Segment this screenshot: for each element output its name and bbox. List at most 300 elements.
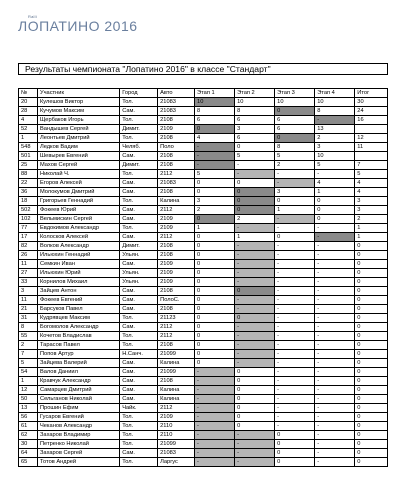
cell-participant: Тарасов Павел	[37, 341, 119, 350]
cell-stage-2: 0	[235, 386, 275, 395]
cell-stage-3: -	[275, 215, 315, 224]
cell-stage-4: -	[315, 458, 355, 467]
cell-stage-4: -	[315, 395, 355, 404]
cell-stage-1: 0	[195, 359, 235, 368]
cell-stage-1: 0	[195, 269, 235, 278]
table-row	[19, 341, 388, 350]
cell-total: 0	[355, 305, 388, 314]
cell-stage-4: -	[315, 377, 355, 386]
cell-number: 18	[19, 197, 38, 206]
cell-stage-2: 0	[235, 287, 275, 296]
table-row	[19, 242, 388, 251]
table-row	[19, 107, 388, 116]
cell-stage-3: -	[275, 278, 315, 287]
cell-city: Сам.	[120, 359, 158, 368]
cell-car: 2112	[158, 170, 195, 179]
cell-stage-1: 0	[195, 242, 235, 251]
table-row	[19, 269, 388, 278]
cell-number: 1	[19, 134, 38, 143]
cell-stage-1: 0	[195, 179, 235, 188]
cell-city: Сам.	[120, 107, 158, 116]
cell-stage-3: -	[275, 368, 315, 377]
logo-small-text: Ralli	[28, 14, 37, 19]
col-header-city: Город	[120, 89, 158, 98]
cell-stage-3: -	[275, 242, 315, 251]
cell-stage-4: 2	[315, 134, 355, 143]
cell-stage-1: 0	[195, 287, 235, 296]
cell-stage-1: 2	[195, 206, 235, 215]
cell-stage-4: -	[315, 260, 355, 269]
cell-stage-1: 0	[195, 341, 235, 350]
cell-number: 3	[19, 287, 38, 296]
table-row	[19, 296, 388, 305]
cell-car: 2108	[158, 134, 195, 143]
cell-number: 17	[19, 233, 38, 242]
cell-participant: Самарцев Дмитрий	[37, 386, 119, 395]
cell-car: 2108	[158, 116, 195, 125]
table-row	[19, 395, 388, 404]
cell-stage-3: -	[275, 323, 315, 332]
cell-participant: Молокумов Дмитрий	[37, 188, 119, 197]
cell-stage-4: -	[315, 323, 355, 332]
cell-stage-1: 0	[195, 215, 235, 224]
cell-city: Тол.	[120, 413, 158, 422]
cell-number: 5	[19, 359, 38, 368]
cell-car: Калина	[158, 359, 195, 368]
cell-total: 0	[355, 422, 388, 431]
cell-stage-2: -	[235, 269, 275, 278]
cell-car: 2108	[158, 152, 195, 161]
cell-stage-2: 0	[235, 422, 275, 431]
cell-stage-3: -	[275, 341, 315, 350]
cell-stage-2: -	[235, 359, 275, 368]
cell-stage-2: -	[235, 242, 275, 251]
cell-city: Сам.	[120, 260, 158, 269]
cell-stage-3: 0	[275, 458, 315, 467]
cell-car: 2110	[158, 431, 195, 440]
cell-participant: Чеканов Александр	[37, 422, 119, 431]
cell-stage-2: -	[235, 296, 275, 305]
cell-car: Калина	[158, 386, 195, 395]
cell-stage-1: 6	[195, 116, 235, 125]
cell-number: 54	[19, 368, 38, 377]
cell-stage-3: -	[275, 386, 315, 395]
table-row	[19, 260, 388, 269]
cell-stage-2: 6	[235, 134, 275, 143]
cell-city: Тол.	[120, 98, 158, 107]
cell-stage-3: 8	[275, 143, 315, 152]
cell-stage-4: -	[315, 431, 355, 440]
cell-city: Ульян.	[120, 269, 158, 278]
cell-number: 2	[19, 341, 38, 350]
cell-car: 2108	[158, 188, 195, 197]
cell-car: 2109	[158, 413, 195, 422]
cell-total: 0	[355, 368, 388, 377]
cell-number: 50	[19, 395, 38, 404]
cell-stage-2: -	[235, 350, 275, 359]
cell-stage-2: -	[235, 431, 275, 440]
cell-total: 0	[355, 431, 388, 440]
cell-city: Сам.	[120, 188, 158, 197]
cell-car: 2108	[158, 242, 195, 251]
cell-stage-4: -	[315, 449, 355, 458]
cell-city: Димит.	[120, 242, 158, 251]
cell-participant: Леонтьев Дмитрий	[37, 134, 119, 143]
cell-stage-2: -	[235, 161, 275, 170]
cell-number: 27	[19, 269, 38, 278]
cell-city: Сам.	[120, 206, 158, 215]
cell-car: 2112	[158, 332, 195, 341]
cell-car: 2108	[158, 251, 195, 260]
cell-number: 62	[19, 431, 38, 440]
cell-stage-3: 0	[275, 431, 315, 440]
cell-total: 0	[355, 260, 388, 269]
cell-participant: Егоров Алексей	[37, 179, 119, 188]
cell-total: 0	[355, 242, 388, 251]
cell-total: 12	[355, 134, 388, 143]
cell-number: 55	[19, 332, 38, 341]
table-row	[19, 422, 388, 431]
table-row	[19, 206, 388, 215]
cell-participant: Валов Даниил	[37, 368, 119, 377]
cell-total: 0	[355, 251, 388, 260]
cell-car: 2109	[158, 278, 195, 287]
cell-total: 0	[355, 377, 388, 386]
cell-stage-2: 0	[235, 188, 275, 197]
cell-city: Ульян.	[120, 278, 158, 287]
cell-stage-2: -	[235, 260, 275, 269]
cell-stage-4: -	[315, 170, 355, 179]
cell-stage-3: 0	[275, 107, 315, 116]
cell-stage-2: 0	[235, 179, 275, 188]
cell-total	[355, 125, 388, 134]
cell-stage-2: 0	[235, 413, 275, 422]
cell-total: 0	[355, 269, 388, 278]
cell-number: 11	[19, 260, 38, 269]
cell-stage-3: 0	[275, 449, 315, 458]
cell-stage-1: -	[195, 449, 235, 458]
cell-total: 0	[355, 314, 388, 323]
cell-stage-2: 10	[235, 98, 275, 107]
cell-stage-3: 6	[275, 116, 315, 125]
cell-participant: Колосков Алексей	[37, 233, 119, 242]
col-header-participant: Участник	[37, 89, 119, 98]
table-row	[19, 233, 388, 242]
cell-number: 21	[19, 305, 38, 314]
cell-car: Калина	[158, 395, 195, 404]
cell-participant: Шевырев Евгений	[37, 152, 119, 161]
table-row	[19, 179, 388, 188]
cell-car: 2112	[158, 323, 195, 332]
cell-number: 4	[19, 116, 38, 125]
cell-number: 12	[19, 386, 38, 395]
cell-total: 3	[355, 197, 388, 206]
cell-stage-2: 3	[235, 125, 275, 134]
cell-stage-1: 0	[195, 125, 235, 134]
cell-participant: Прошин Ефим	[37, 404, 119, 413]
cell-number: 20	[19, 98, 38, 107]
cell-stage-3: -	[275, 314, 315, 323]
cell-total: 0	[355, 278, 388, 287]
cell-total: 0	[355, 413, 388, 422]
cell-stage-4: -	[315, 386, 355, 395]
cell-stage-2: 1	[235, 233, 275, 242]
cell-stage-4: -	[315, 296, 355, 305]
table-row	[19, 458, 388, 467]
cell-stage-3: -	[275, 404, 315, 413]
cell-stage-4: 0	[315, 215, 355, 224]
cell-stage-3: 0	[275, 233, 315, 242]
cell-number: 52	[19, 125, 38, 134]
cell-stage-4: -	[315, 116, 355, 125]
cell-total: 0	[355, 323, 388, 332]
cell-stage-4: -	[315, 287, 355, 296]
cell-city: Тол.	[120, 440, 158, 449]
cell-participant: Кучумов Максим	[37, 107, 119, 116]
cell-stage-4: -	[315, 332, 355, 341]
cell-number: 11	[19, 296, 38, 305]
table-row	[19, 332, 388, 341]
cell-participant: Вандышев Сергей	[37, 125, 119, 134]
table-row	[19, 161, 388, 170]
cell-stage-1: -	[195, 368, 235, 377]
cell-number: 82	[19, 242, 38, 251]
cell-car: Калина	[158, 197, 195, 206]
cell-participant: Тотов Андрей	[37, 458, 119, 467]
cell-stage-1: 10	[195, 98, 235, 107]
cell-total: 0	[355, 287, 388, 296]
table-row	[19, 386, 388, 395]
cell-city: Тол.	[120, 116, 158, 125]
cell-stage-4: 4	[315, 179, 355, 188]
cell-total: 0	[355, 332, 388, 341]
cell-number: 88	[19, 170, 38, 179]
cell-stage-4: -	[315, 224, 355, 233]
cell-stage-1: 8	[195, 107, 235, 116]
cell-city: Сам.	[120, 368, 158, 377]
cell-total: 0	[355, 458, 388, 467]
cell-car: ПолоС.	[158, 296, 195, 305]
cell-number: 13	[19, 404, 38, 413]
cell-city: Чайк.	[120, 404, 158, 413]
col-header-stage-1: Этап 1	[195, 89, 235, 98]
cell-stage-1: -	[195, 386, 235, 395]
cell-stage-1: 5	[195, 170, 235, 179]
cell-stage-4: -	[315, 314, 355, 323]
cell-stage-4: -	[315, 305, 355, 314]
cell-stage-3: -	[275, 395, 315, 404]
cell-stage-4: -	[315, 440, 355, 449]
cell-city: Сам.	[120, 233, 158, 242]
cell-stage-2: 0	[235, 314, 275, 323]
cell-car: 2108	[158, 287, 195, 296]
table-row	[19, 251, 388, 260]
cell-participant: Зайцев Антон	[37, 287, 119, 296]
cell-city: Сам.	[120, 215, 158, 224]
table-row	[19, 377, 388, 386]
cell-city: Сам.	[120, 323, 158, 332]
cell-stage-3: 10	[275, 98, 315, 107]
page-title-text: Результаты чемпионата "Лопатино 2016" в классе "Стандарт"	[25, 64, 271, 74]
cell-total: 0	[355, 341, 388, 350]
cell-number: 501	[19, 152, 38, 161]
cell-city: Тол.	[120, 431, 158, 440]
cell-stage-2: -	[235, 224, 275, 233]
cell-participant: Ледков Вадим	[37, 143, 119, 152]
cell-car: 2112	[158, 206, 195, 215]
cell-total: 2	[355, 215, 388, 224]
cell-stage-4: -	[315, 269, 355, 278]
cell-stage-2: 0	[235, 377, 275, 386]
cell-stage-3: -	[275, 422, 315, 431]
page-title	[18, 63, 388, 75]
cell-stage-4: -	[315, 251, 355, 260]
cell-stage-3: -	[275, 377, 315, 386]
cell-stage-1: -	[195, 431, 235, 440]
cell-total: 4	[355, 188, 388, 197]
cell-stage-3: -	[275, 179, 315, 188]
cell-participant: Ильюхин Юрий	[37, 269, 119, 278]
cell-car: 21099	[158, 368, 195, 377]
cell-total: 5	[355, 170, 388, 179]
col-header-number: №	[19, 89, 38, 98]
cell-stage-3: -	[275, 269, 315, 278]
cell-stage-1: -	[195, 440, 235, 449]
cell-stage-1: -	[195, 395, 235, 404]
table-row	[19, 224, 388, 233]
cell-total: 0	[355, 296, 388, 305]
cell-stage-3: 0	[275, 197, 315, 206]
cell-car: 21083	[158, 179, 195, 188]
cell-stage-2: 2	[235, 215, 275, 224]
cell-stage-3: -	[275, 170, 315, 179]
cell-stage-4: -	[315, 350, 355, 359]
cell-stage-3: 1	[275, 206, 315, 215]
cell-car: 2109	[158, 260, 195, 269]
cell-car: 2112	[158, 233, 195, 242]
cell-stage-4: 1	[315, 188, 355, 197]
cell-car: 21083	[158, 107, 195, 116]
cell-total: 0	[355, 449, 388, 458]
cell-city: Тол.	[120, 332, 158, 341]
cell-stage-4: -	[315, 278, 355, 287]
cell-participant: Сельганов Николай	[37, 395, 119, 404]
table-row	[19, 287, 388, 296]
table-row	[19, 188, 388, 197]
brand-logo	[18, 14, 148, 40]
cell-total: 0	[355, 440, 388, 449]
table-row	[19, 314, 388, 323]
cell-total: 0	[355, 395, 388, 404]
cell-stage-2: 0	[235, 395, 275, 404]
cell-number: 7	[19, 350, 38, 359]
cell-number: 36	[19, 188, 38, 197]
cell-participant: Петренко Николай	[37, 440, 119, 449]
table-row	[19, 278, 388, 287]
cell-car: 2108	[158, 305, 195, 314]
cell-car: 21083	[158, 98, 195, 107]
cell-stage-1: 0	[195, 350, 235, 359]
cell-stage-3: 3	[275, 188, 315, 197]
cell-stage-3: -	[275, 260, 315, 269]
cell-stage-2: -	[235, 305, 275, 314]
cell-total: 4	[355, 179, 388, 188]
cell-number: 77	[19, 224, 38, 233]
cell-car: 2108	[158, 377, 195, 386]
cell-stage-4: -	[315, 368, 355, 377]
cell-stage-1: 0	[195, 323, 235, 332]
cell-number: 8	[19, 323, 38, 332]
cell-stage-1: 0	[195, 260, 235, 269]
cell-car: 2109	[158, 269, 195, 278]
cell-number: 502	[19, 206, 38, 215]
cell-participant: Николай Ч.	[37, 170, 119, 179]
cell-stage-3: -	[275, 224, 315, 233]
cell-stage-3: -	[275, 287, 315, 296]
table-row	[19, 449, 388, 458]
cell-participant: Кулешов Виктор	[37, 98, 119, 107]
cell-participant: Семкин Иван	[37, 260, 119, 269]
cell-stage-3: 2	[275, 161, 315, 170]
cell-city: Тол.	[120, 314, 158, 323]
cell-city: Сам.	[120, 152, 158, 161]
cell-city: Тол.	[120, 458, 158, 467]
cell-city: Димит.	[120, 161, 158, 170]
col-header-stage-4: Этап 4	[315, 89, 355, 98]
cell-city: Сам.	[120, 305, 158, 314]
table-row	[19, 197, 388, 206]
cell-city: Димит.	[120, 125, 158, 134]
table-row	[19, 404, 388, 413]
logo-main-text: ЛОПАТИНО 2016	[18, 18, 138, 34]
table-row	[19, 152, 388, 161]
cell-city: Тол.	[120, 341, 158, 350]
cell-stage-4: -	[315, 242, 355, 251]
cell-participant: Щербаков Игорь	[37, 116, 119, 125]
cell-stage-2: -	[235, 341, 275, 350]
cell-stage-2: 0	[235, 368, 275, 377]
cell-stage-3: -	[275, 359, 315, 368]
cell-stage-1: -	[195, 413, 235, 422]
cell-stage-3: -	[275, 305, 315, 314]
cell-stage-1: 3	[195, 197, 235, 206]
cell-city: Тол.	[120, 197, 158, 206]
table-row	[19, 125, 388, 134]
cell-stage-2: 0	[235, 206, 275, 215]
cell-city: Тол.	[120, 170, 158, 179]
cell-total: 0	[355, 404, 388, 413]
cell-car: 21083	[158, 449, 195, 458]
cell-participant: Фокеев Юрий	[37, 206, 119, 215]
cell-stage-4: 8	[315, 107, 355, 116]
results-table-body	[19, 98, 388, 467]
cell-stage-1: -	[195, 143, 235, 152]
cell-number: 65	[19, 458, 38, 467]
cell-number: 33	[19, 278, 38, 287]
cell-participant: Гусаров Евгений	[37, 413, 119, 422]
cell-total: 3	[355, 206, 388, 215]
cell-car: 21123	[158, 314, 195, 323]
cell-stage-1: 0	[195, 233, 235, 242]
cell-car: Ларгус	[158, 458, 195, 467]
cell-total: 16	[355, 116, 388, 125]
cell-number: 61	[19, 422, 38, 431]
cell-city: Челяб.	[120, 143, 158, 152]
cell-stage-4: -	[315, 341, 355, 350]
cell-city: Тол.	[120, 134, 158, 143]
cell-participant: Богомолов Александр	[37, 323, 119, 332]
cell-car: 2109	[158, 224, 195, 233]
